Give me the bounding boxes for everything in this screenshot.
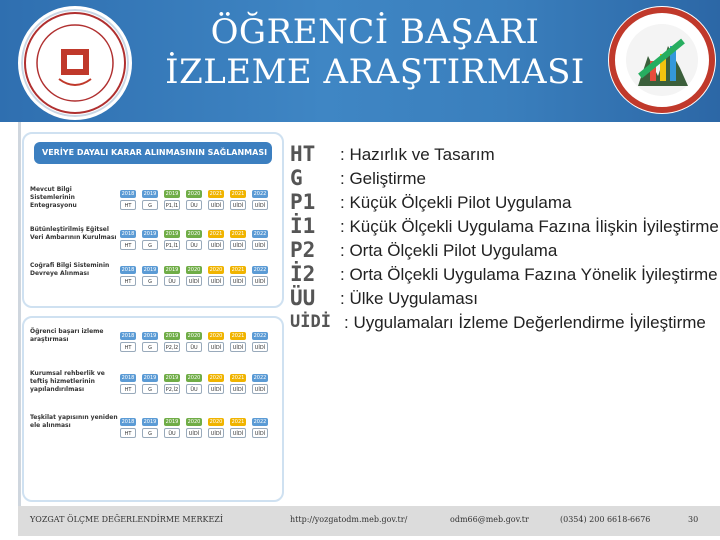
year-badge: 2020 [209, 375, 223, 381]
phase-badge: G [142, 342, 158, 352]
phase-badge: P1,İ1 [164, 240, 180, 250]
legend-item [290, 166, 720, 190]
legend-item [290, 286, 720, 310]
footer-email-link[interactable]: odm66@meb.gov.tr [450, 515, 529, 524]
year-badge: 2018 [121, 419, 135, 425]
phase-badge: UİDİ [230, 240, 246, 250]
phase-badge: UİDİ [186, 428, 202, 438]
phase-badge: UİDİ [252, 384, 268, 394]
year-badge: 2021 [231, 333, 245, 339]
roadmap-cell [120, 190, 136, 210]
year-badge: 2021 [231, 267, 245, 273]
roadmap-cell [120, 418, 136, 438]
phase-badge: UİDİ [208, 384, 224, 394]
legend-description: : Ülke Uygulaması [340, 289, 478, 308]
phase-badge: ÜU [186, 384, 202, 394]
legend-item [290, 238, 720, 262]
phase-badge: UİDİ [208, 240, 224, 250]
year-badge: 2019 [165, 375, 179, 381]
roadmap-row-label: Kurumsal rehberlik ve teftiş hizmetlerinin yapılandırılması [30, 370, 105, 393]
phase-badge: G [142, 384, 158, 394]
phase-badge: G [142, 200, 158, 210]
roadmap-cell [230, 266, 246, 286]
year-badge: 2018 [121, 375, 135, 381]
year-badge: 2019 [143, 231, 157, 237]
year-badge: 2022 [253, 231, 267, 237]
phase-badge: UİDİ [252, 240, 268, 250]
year-badge: 2019 [143, 191, 157, 197]
year-badge: 2022 [253, 267, 267, 273]
footer-bar [18, 506, 720, 536]
odm-logo [608, 6, 716, 114]
year-badge: 2020 [187, 375, 201, 381]
roadmap-cell [186, 332, 202, 352]
roadmap-cell [230, 374, 246, 394]
roadmap-row-label: Coğrafi Bilgi Sisteminin Devreye Alınması [30, 262, 110, 277]
roadmap-cell [208, 418, 224, 438]
roadmap-row [30, 226, 278, 256]
roadmap-cell [186, 374, 202, 394]
phase-badge: UİDİ [230, 276, 246, 286]
page-title: ÖĞRENCİ BAŞARI İZLEME ARAŞTIRMASI [165, 12, 585, 92]
roadmap-cell [208, 374, 224, 394]
phase-badge: UİDİ [208, 276, 224, 286]
year-badge: 2019 [165, 267, 179, 273]
roadmap-cell [186, 190, 202, 210]
phase-badge: UİDİ [208, 428, 224, 438]
roadmap-cell [164, 266, 180, 286]
year-badge: 2019 [165, 191, 179, 197]
phase-badge: UİDİ [252, 342, 268, 352]
legend-code: P2 [290, 238, 316, 262]
roadmap-row-label: Teşkilat yapısının yeniden ele alınması [30, 414, 118, 429]
roadmap-card-top [22, 132, 284, 308]
phase-badge: HT [120, 276, 136, 286]
roadmap-cell [142, 332, 158, 352]
phase-badge: G [142, 240, 158, 250]
year-badge: 2020 [187, 333, 201, 339]
roadmap-cell [142, 374, 158, 394]
year-badge: 2019 [143, 375, 157, 381]
phase-badge: UİDİ [230, 384, 246, 394]
roadmap-cell [252, 266, 268, 286]
roadmap-cell [164, 190, 180, 210]
legend-description: : Uygulamaları İzleme Değerlendirme İyileştirme [344, 313, 706, 332]
roadmap-row [30, 186, 278, 216]
roadmap-cell [252, 190, 268, 210]
legend-description: : Orta Ölçekli Pilot Uygulama [340, 241, 558, 260]
legend-code: UİDİ [290, 312, 331, 332]
roadmap-cell [230, 332, 246, 352]
legend-code: HT [290, 142, 316, 166]
roadmap-cell [164, 332, 180, 352]
meb-logo [18, 6, 132, 120]
legend-item [290, 142, 720, 166]
year-badge: 2020 [187, 267, 201, 273]
roadmap-cell [164, 418, 180, 438]
legend-code: P1 [290, 190, 316, 214]
year-badge: 2020 [187, 419, 201, 425]
year-badge: 2021 [209, 231, 223, 237]
roadmap-cell [142, 266, 158, 286]
phase-badge: UİDİ [208, 200, 224, 210]
phase-badge: HT [120, 240, 136, 250]
year-badge: 2020 [187, 231, 201, 237]
roadmap-cell [120, 230, 136, 250]
roadmap-row [30, 414, 278, 444]
roadmap-cell [142, 418, 158, 438]
roadmap-cell [142, 230, 158, 250]
year-badge: 2019 [165, 231, 179, 237]
footer-phone: (0354) 200 6618-6676 [560, 515, 651, 524]
phase-badge: UİDİ [230, 342, 246, 352]
phase-badge: ÜU [186, 200, 202, 210]
roadmap-cell [186, 266, 202, 286]
year-badge: 2021 [231, 191, 245, 197]
phase-badge: UİDİ [252, 200, 268, 210]
year-badge: 2019 [143, 419, 157, 425]
phase-badge: UİDİ [252, 276, 268, 286]
year-badge: 2021 [231, 419, 245, 425]
year-badge: 2022 [253, 333, 267, 339]
year-badge: 2021 [209, 191, 223, 197]
roadmap-cell [120, 266, 136, 286]
phase-badge: ÜU [164, 276, 180, 286]
year-badge: 2022 [253, 191, 267, 197]
year-badge: 2020 [209, 267, 223, 273]
roadmap-cell [208, 332, 224, 352]
roadmap-cell [252, 374, 268, 394]
legend-item [290, 214, 720, 238]
roadmap-cell [208, 190, 224, 210]
roadmap-cell [208, 266, 224, 286]
phase-badge: UİDİ [252, 428, 268, 438]
phase-badge: HT [120, 384, 136, 394]
legend-description: : Geliştirme [340, 169, 426, 188]
phase-badge: UİDİ [230, 200, 246, 210]
roadmap-card-bottom [22, 316, 284, 502]
year-badge: 2022 [253, 375, 267, 381]
phase-badge: ÜU [186, 342, 202, 352]
roadmap-row-label: Bütünleştirilmiş Eğitsel Veri Ambarının Kurulması [30, 226, 117, 241]
roadmap-row [30, 370, 278, 400]
phase-badge: UİDİ [208, 342, 224, 352]
footer-org: YOZGAT ÖLÇME DEĞERLENDİRME MERKEZİ [30, 515, 223, 524]
phase-badge: G [142, 276, 158, 286]
page-number: 30 [688, 515, 699, 524]
phase-badge: UİDİ [186, 276, 202, 286]
roadmap-cell [120, 374, 136, 394]
header-bar [0, 0, 720, 122]
phase-badge: P2,İ2 [164, 384, 180, 394]
legend-code: İ2 [290, 262, 316, 286]
roadmap-row-label: Öğrenci başarı izleme araştırması [30, 328, 104, 343]
legend-code: İ1 [290, 214, 316, 238]
roadmap-cell [186, 418, 202, 438]
phase-badge: P1,İ1 [164, 200, 180, 210]
roadmap-cell [252, 230, 268, 250]
roadmap-cell [186, 230, 202, 250]
year-badge: 2019 [165, 333, 179, 339]
panel-header: VERİYE DAYALI KARAR ALINMASININ SAĞLANMASI [34, 142, 272, 164]
roadmap-row [30, 328, 278, 358]
legend-item [290, 310, 720, 334]
legend-list [290, 140, 720, 340]
year-badge: 2021 [231, 231, 245, 237]
legend-description: : Küçük Ölçekli Uygulama Fazına İlişkin İyileştirme [340, 217, 719, 236]
year-badge: 2019 [143, 333, 157, 339]
roadmap-cell [164, 230, 180, 250]
legend-description: : Hazırlık ve Tasarım [340, 145, 495, 164]
year-badge: 2020 [209, 419, 223, 425]
legend-code: G [290, 166, 303, 190]
roadmap-cell [142, 190, 158, 210]
year-badge: 2019 [143, 267, 157, 273]
roadmap-cell [230, 230, 246, 250]
phase-badge: ÜU [186, 240, 202, 250]
roadmap-row [30, 262, 278, 292]
roadmap-panel [22, 128, 284, 508]
year-badge: 2022 [253, 419, 267, 425]
roadmap-cell [208, 230, 224, 250]
legend-description: : Orta Ölçekli Uygulama Fazına Yönelik İyileştirme [340, 265, 718, 284]
roadmap-cell [164, 374, 180, 394]
year-badge: 2018 [121, 191, 135, 197]
phase-badge: P2,İ2 [164, 342, 180, 352]
phase-badge: HT [120, 200, 136, 210]
footer-url-link[interactable]: http://yozgatodm.meb.gov.tr/ [290, 515, 408, 524]
legend-item [290, 190, 720, 214]
roadmap-row-label: Mevcut Bilgi Sistemlerinin Entegrasyonu [30, 186, 77, 209]
roadmap-cell [230, 190, 246, 210]
roadmap-cell [120, 332, 136, 352]
year-badge: 2021 [231, 375, 245, 381]
roadmap-cell [252, 418, 268, 438]
legend-code: ÜU [290, 286, 316, 310]
roadmap-cell [230, 418, 246, 438]
year-badge: 2020 [209, 333, 223, 339]
phase-badge: G [142, 428, 158, 438]
year-badge: 2020 [187, 191, 201, 197]
roadmap-cell [252, 332, 268, 352]
year-badge: 2018 [121, 267, 135, 273]
phase-badge: UİDİ [230, 428, 246, 438]
year-badge: 2018 [121, 333, 135, 339]
phase-badge: ÜU [164, 428, 180, 438]
legend-description: : Küçük Ölçekli Pilot Uygulama [340, 193, 572, 212]
phase-badge: HT [120, 342, 136, 352]
year-badge: 2019 [165, 419, 179, 425]
year-badge: 2018 [121, 231, 135, 237]
legend-item [290, 262, 720, 286]
phase-badge: HT [120, 428, 136, 438]
